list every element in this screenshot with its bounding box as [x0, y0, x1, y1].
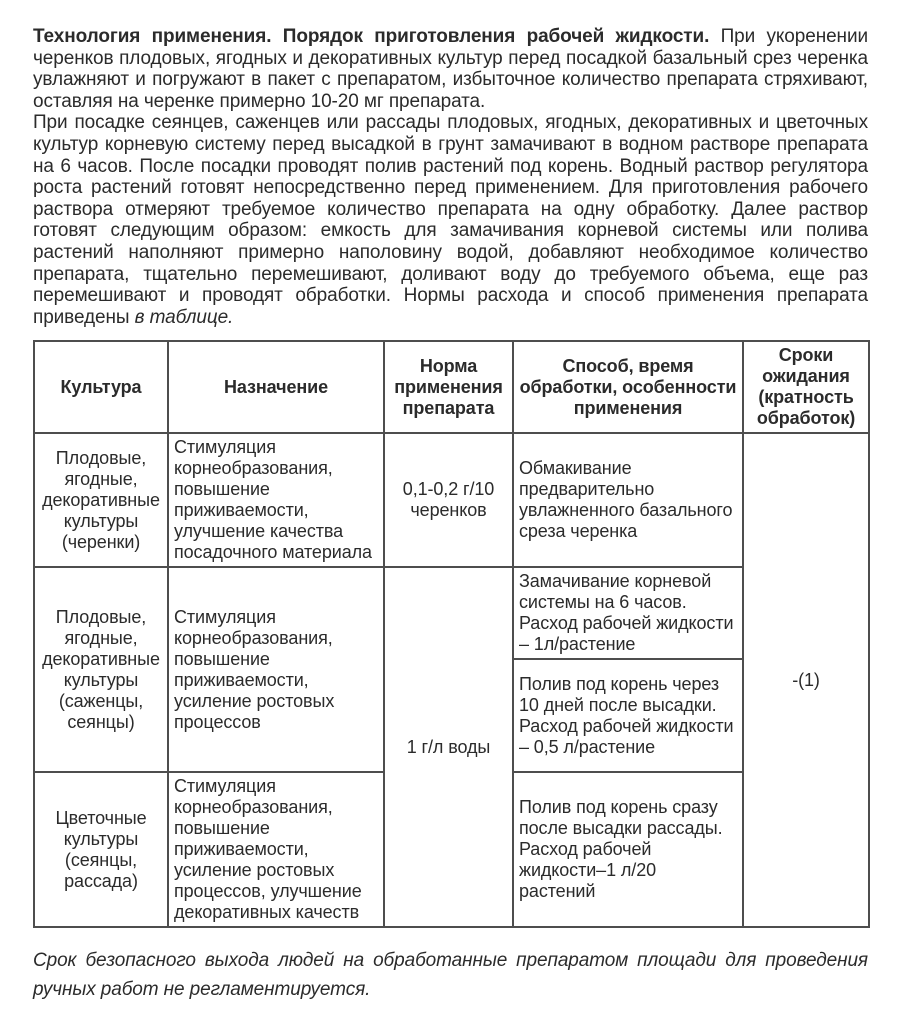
cell-method-dipping: Обмакивание предварительно увлажненного базального среза черенка [513, 433, 743, 567]
col-header-waiting-period: Сроки ожидания (кратность обработок) [743, 341, 869, 433]
col-header-purpose: Назначение [168, 341, 384, 433]
table-reference-italic: в таблице. [134, 306, 234, 328]
intro-paragraph-2 [33, 112, 868, 328]
cell-culture-cuttings: Плодовые, ягодные, декоративные культуры (черенки) [34, 433, 168, 567]
table-header-row [34, 341, 869, 433]
cell-culture-flowers: Цветочные культуры (сеянцы, рассада) [34, 772, 168, 927]
preparation-instructions-text: При посадке сеянцев, саженцев или рассады плодовых, ягодных, декоративных и цветочных культур корневую систему перед высадкой в грунт замачивают в водном растворе препарата на 6 часов. После посадки проводят полив растений под корень. Водный раствор регулятора роста растений готовят непосредственно перед применением. Для приготовления рабочего раствора отмеряют требуемое количество препарата на одну обработку. Далее раствор готовят следующим образом: емкость для замачивания корневой системы или полива растений наполняют примерно наполовину водой, добавляют необходимое количество препарата, тщательно перемешивают, доливают воду до требуемого объема, еще раз перемешивают и проводят обработки. Нормы расхода и способ применения препарата приведены [33, 112, 868, 328]
safety-exit-note: Срок безопасного выхода людей на обработанные препаратом площади для проведения ручных работ не регламентируется. [33, 950, 868, 1001]
section-title-bold: Технология применения. Порядок приготовления рабочей жидкости. [33, 26, 710, 47]
cell-rate-cuttings: 0,1-0,2 г/10 черенков [384, 433, 513, 567]
col-header-method: Способ, время обработки, особенности применения [513, 341, 743, 433]
cell-rate-solution: 1 г/л воды [384, 567, 513, 927]
cell-purpose-flowers: Стимуляция корнеобразования, повышение приживаемости, усиление ростовых процессов, улучшение декоративных качеств [168, 772, 384, 927]
intro-paragraph-1 [33, 26, 868, 112]
col-header-rate: Норма применения препарата [384, 341, 513, 433]
cell-purpose-seedlings: Стимуляция корнеобразования, повышение приживаемости, усиление ростовых процессов [168, 567, 384, 772]
col-header-culture: Культура [34, 341, 168, 433]
cell-purpose-cuttings: Стимуляция корнеобразования, повышение приживаемости, улучшение качества посадочного материала [168, 433, 384, 567]
cell-method-watering-10days: Полив под корень через 10 дней после высадки. Расход рабочей жидкости – 0,5 л/растение [513, 659, 743, 772]
cell-method-watering-immediate: Полив под корень сразу после высадки рассады. Расход рабочей жидкости–1 л/20 растений [513, 772, 743, 927]
application-rates-table [33, 340, 870, 928]
table-row-cuttings [34, 433, 869, 567]
cell-method-soaking: Замачивание корневой системы на 6 часов. Расход рабочей жидкости – 1л/растение [513, 567, 743, 659]
intro-paragraph-1-text: При укоренении черенков плодовых, ягодных и декоративных культур перед посадкой базальный срез черенка увлажняют и погружают в пакет с препаратом, избыточное количество препарата стряхивают, оставляя на черенке примерно 10-20 мг препарата. [33, 26, 868, 112]
cell-waiting-period: -(1) [743, 433, 869, 927]
cell-culture-seedlings: Плодовые, ягодные, декоративные культуры (саженцы, сеянцы) [34, 567, 168, 772]
